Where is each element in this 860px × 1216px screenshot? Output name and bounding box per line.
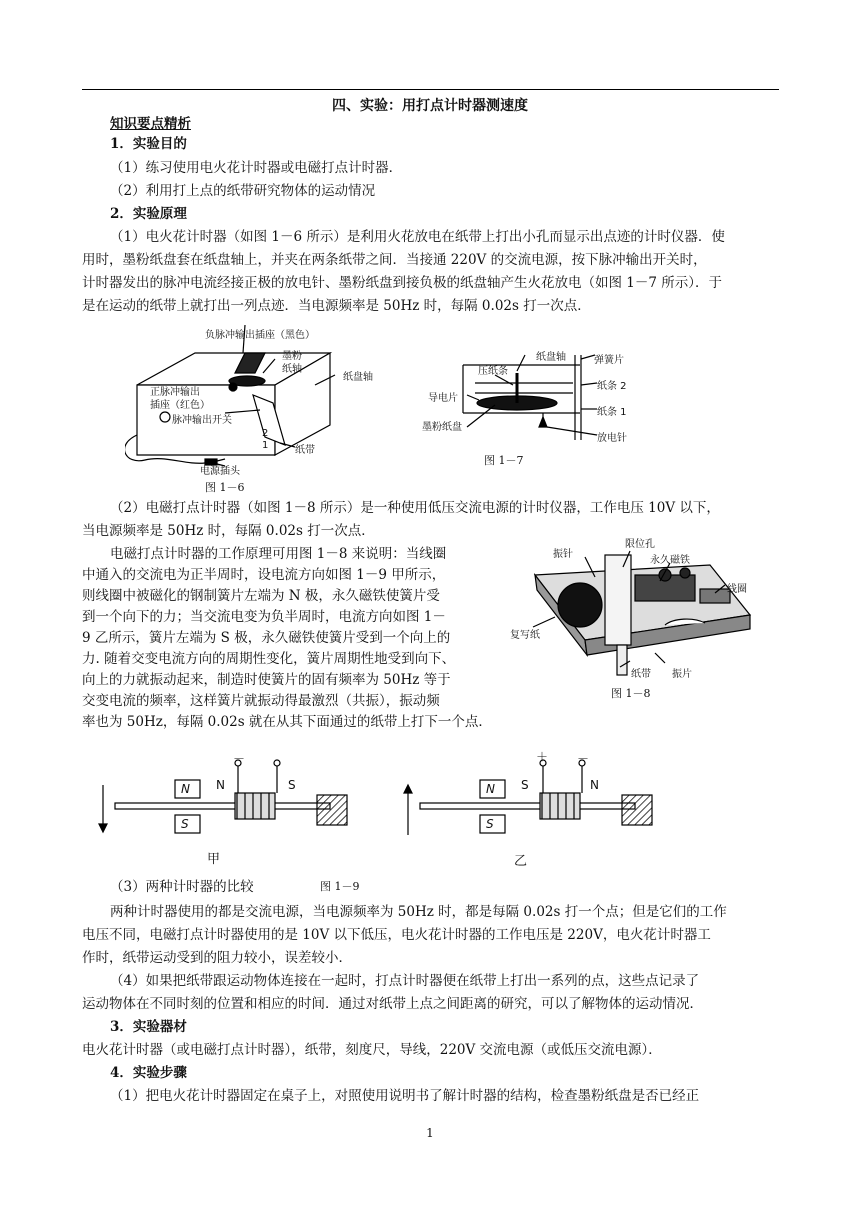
section-heading: 知识要点精析 bbox=[110, 116, 191, 132]
n-pole-label: N bbox=[216, 778, 225, 792]
label-paper-axis: 纸轴 bbox=[282, 364, 302, 375]
paragraph-line: 9 乙所示，簧片左端为 S 极，永久磁铁使簧片受到一个向上的 bbox=[82, 630, 451, 646]
paragraph-line: 当电源频率是 50Hz 时，每隔 0.02s 打一次点． bbox=[82, 523, 375, 539]
page-number: 1 bbox=[426, 1126, 434, 1140]
paragraph-line: 到一个向下的力；当交流电变为负半周时，电流方向如图 1－ bbox=[82, 609, 446, 625]
label-neg-socket: 负脉冲输出插座（黑色） bbox=[205, 330, 315, 341]
paragraph: （2）利用打上点的纸带研究物体的运动情况 bbox=[110, 183, 376, 199]
label-pos-socket: 正脉冲输出 bbox=[150, 387, 200, 398]
label-guide: 导电片 bbox=[428, 393, 458, 404]
label-switch: 脉冲输出开关 bbox=[172, 415, 232, 426]
minus-sign: － bbox=[577, 752, 590, 766]
magnet-n-label: N bbox=[486, 782, 495, 796]
magnet-s-label: S bbox=[181, 817, 189, 831]
diagram-jia bbox=[95, 755, 375, 845]
diagram-yi bbox=[400, 755, 680, 845]
label-n2: 2 bbox=[262, 428, 269, 439]
label-pos-socket-color: 插座（红色） bbox=[150, 400, 210, 411]
paragraph-line: 是在运动的纸带上就打出一列点迹．当电源频率是 50Hz 时，每隔 0.02s 打一次点． bbox=[82, 298, 591, 314]
paragraph-line: 电磁打点计时器的工作原理可用图 1－8 来说明：当线圈 bbox=[110, 546, 447, 562]
heading-steps: 4．实验步骤 bbox=[110, 1065, 187, 1081]
s-pole-label: S bbox=[288, 778, 296, 792]
heading-principle: 2．实验原理 bbox=[110, 206, 187, 222]
label-yi: 乙 bbox=[514, 854, 528, 869]
label-disc-axis: 纸盘轴 bbox=[536, 352, 566, 363]
paragraph: 电火花计时器（或电磁打点计时器），纸带，刻度尺，导线，220V 交流电源（或低压交流电源）． bbox=[82, 1042, 662, 1058]
figure-caption: 图 1－9 bbox=[320, 880, 360, 893]
label-disc-axis: 纸盘轴 bbox=[343, 372, 373, 383]
minus-sign: － bbox=[233, 752, 246, 766]
label-press: 压纸条 bbox=[478, 366, 508, 377]
electromagnetic-timer-drawing bbox=[525, 545, 765, 680]
n-pole-label: N bbox=[590, 778, 599, 792]
paragraph-line: 计时器发出的脉冲电流经接正极的放电针、墨粉纸盘到接负极的纸盘轴产生火花放电（如图 1－7 所示）．于 bbox=[82, 275, 723, 291]
paragraph-line: （1）电火花计时器（如图 1－6 所示）是利用火花放电在纸带上打出小孔而显示出点迹的计时仪器．使 bbox=[110, 229, 725, 245]
paragraph-line: 两种计时器使用的都是交流电源，当电源频率为 50Hz 时，都是每隔 0.02s 打一个点；但是它们的工作 bbox=[110, 904, 727, 920]
magnet-s-label: S bbox=[486, 817, 494, 831]
label-reed: 振片 bbox=[672, 669, 692, 680]
paragraph-line: （2）电磁打点计时器（如图 1－8 所示）是一种使用低压交流电源的计时仪器，工作电压 10V 以下， bbox=[110, 500, 720, 516]
label-coil: 线圈 bbox=[727, 584, 747, 595]
label-plug: 电源插头 bbox=[200, 466, 240, 477]
page-title: 四、实验：用打点计时器测速度 bbox=[332, 98, 528, 114]
label-magnet: 永久磁铁 bbox=[650, 555, 690, 566]
paragraph-line: 电压不同，电磁打点计时器使用的是 10V 以下低压，电火花计时器的工作电压是 220V，电火花计时器工 bbox=[82, 927, 711, 943]
label-tape: 纸带 bbox=[295, 445, 315, 456]
heading-purpose: 1．实验目的 bbox=[110, 136, 187, 152]
paragraph-line: 用时，墨粉纸盘套在纸盘轴上，并夹在两条纸带之间．当接通 220V 的交流电源，按下脉冲输出开关时， bbox=[82, 252, 707, 268]
paragraph-line: （4）如果把纸带跟运动物体连接在一起时，打点计时器便在纸带上打出一系列的点，这些点记录了 bbox=[110, 973, 700, 989]
paragraph-line: 率也为 50Hz，每隔 0.02s 就在从其下面通过的纸带上打下一个点． bbox=[82, 714, 492, 730]
label-ink-disc: 墨粉纸盘 bbox=[422, 422, 462, 433]
s-pole-label: S bbox=[521, 778, 529, 792]
heading-equipment: 3．实验器材 bbox=[110, 1019, 187, 1035]
label-needle: 振针 bbox=[553, 549, 573, 560]
plus-sign: ＋ bbox=[536, 750, 549, 764]
paragraph-line: 运动物体在不同时刻的位置和相应的时间．通过对纸带上点之间距离的研究，可以了解物体的运动情况． bbox=[82, 996, 703, 1012]
paragraph: （3）两种计时器的比较 bbox=[110, 879, 254, 895]
label-spring: 弹簧片 bbox=[594, 355, 624, 366]
figure-caption: 图 1－6 bbox=[205, 481, 245, 494]
label-n1: 1 bbox=[262, 440, 269, 451]
figure-caption: 图 1－8 bbox=[611, 687, 651, 700]
paragraph-line: 交变电流的频率，这样簧片就振动得最激烈（共振），振动频 bbox=[82, 693, 440, 709]
paragraph-line: 则线圈中被磁化的钢制簧片左端为 N 极，永久磁铁使簧片受 bbox=[82, 588, 440, 604]
header-rule bbox=[82, 89, 779, 90]
label-tape: 纸带 bbox=[631, 669, 651, 680]
paragraph-line: 力. 随着交变电流方向的周期性变化，簧片周期性地受到向下、 bbox=[82, 651, 456, 667]
paragraph: （1）把电火花计时器固定在桌子上，对照使用说明书了解计时器的结构，检查墨粉纸盘是否已经正 bbox=[110, 1088, 700, 1104]
paragraph: （1）练习使用电火花计时器或电磁打点计时器． bbox=[110, 160, 403, 176]
label-jia: 甲 bbox=[207, 852, 221, 867]
label-ink: 墨粉 bbox=[282, 351, 302, 362]
label-strip1: 纸条 1 bbox=[597, 407, 627, 418]
label-limit: 限位孔 bbox=[625, 539, 655, 550]
paragraph-line: 中通入的交流电为正半周时，设电流方向如图 1－9 甲所示， bbox=[82, 567, 446, 583]
label-needle: 放电针 bbox=[597, 433, 627, 444]
magnet-n-label: N bbox=[181, 782, 190, 796]
label-strip2: 纸条 2 bbox=[597, 381, 627, 392]
label-carbon: 复写纸 bbox=[510, 630, 540, 641]
paragraph-line: 作时，纸带运动受到的阻力较小，误差较小． bbox=[82, 950, 352, 966]
figure-caption: 图 1－7 bbox=[484, 454, 524, 467]
paragraph-line: 向上的力就振动起来，制造时使簧片的固有频率为 50Hz 等于 bbox=[82, 672, 451, 688]
